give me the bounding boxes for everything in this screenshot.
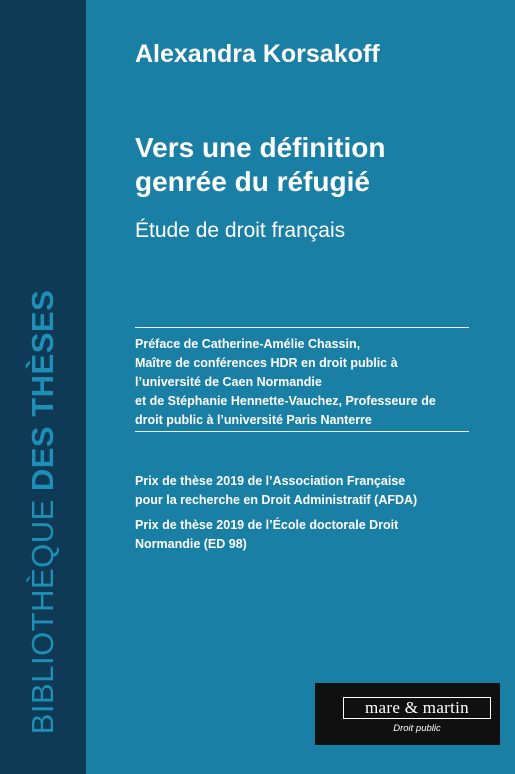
prize-line: Prix de thèse 2019 de l’École doctorale Droit <box>135 518 399 532</box>
preface-line: droit public à l’université Paris Nanterre <box>135 413 372 427</box>
publisher-logo <box>315 683 500 745</box>
prizes-block <box>135 472 417 560</box>
book-title-line: Vers une définition <box>135 132 386 163</box>
book-title <box>135 131 495 199</box>
preface-line: Préface de Catherine-Amélie Chassin, <box>135 337 361 351</box>
prize-line: Prix de thèse 2019 de l’Association Française <box>135 474 406 488</box>
collection-name: Droit public <box>393 723 441 734</box>
preface-line: Maître de conférences HDR en droit public à <box>135 356 398 370</box>
prize-item <box>135 516 417 554</box>
book-title-line: genrée du réfugié <box>135 166 370 197</box>
series-title-bold: DES THÈSES <box>25 289 60 492</box>
book-cover-front <box>86 0 515 774</box>
author-name: Alexandra Korsakoff <box>135 40 380 68</box>
book-spine <box>0 0 86 774</box>
prize-item <box>135 472 417 510</box>
preface-line: et de Stéphanie Hennette-Vauchez, Professeure de <box>135 394 436 408</box>
book-subtitle: Étude de droit français <box>135 219 346 242</box>
prize-line: pour la recherche en Droit Administratif (AFDA) <box>135 493 418 507</box>
series-title-light: BIBLIOTHÈQUE <box>25 499 60 735</box>
prize-line: Normandie (ED 98) <box>135 537 247 551</box>
preface-text <box>135 335 475 430</box>
divider-top <box>135 327 469 328</box>
preface-line: l’université de Caen Normandie <box>135 375 322 389</box>
publisher-name: mare & martin <box>343 697 491 719</box>
divider-bottom <box>135 431 469 432</box>
series-title <box>25 290 61 735</box>
